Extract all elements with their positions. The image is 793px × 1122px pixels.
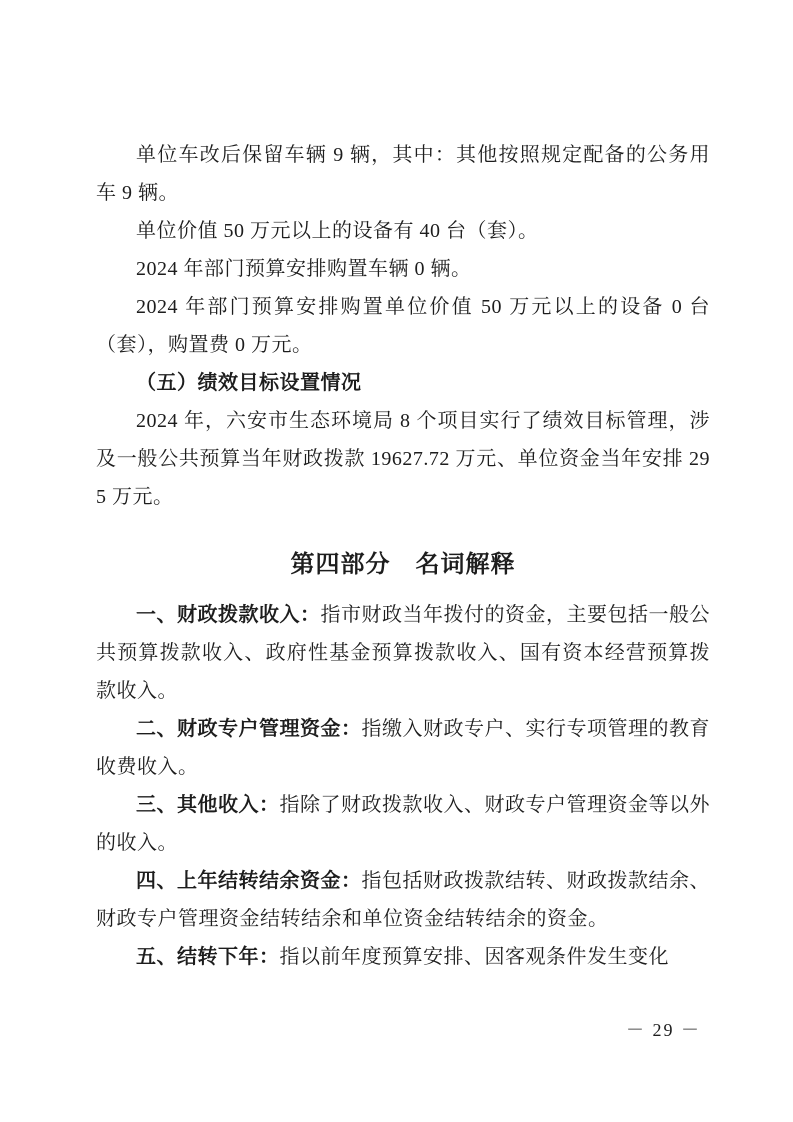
paragraph-2024-vehicle-purchase: 2024 年部门预算安排购置车辆 0 辆。 [136, 258, 472, 280]
part4-title: 第四部分 名词解释 [290, 551, 516, 578]
paragraph-2024-equipment-purchase: 2024 年部门预算安排购置单位价值 50 万元以上的设备 0 台（套），购置费 0 万元。 [96, 296, 710, 356]
term-text-5: 指以前年度预算安排、因客观条件发生变化 [279, 946, 669, 968]
paragraph-retained-vehicles: 单位车改后保留车辆 9 辆，其中：其他按照规定配备的公务用车 9 辆。 [96, 144, 710, 204]
term-fiscal-appropriation-income [96, 596, 710, 710]
page-number: － 29 － [626, 1020, 701, 1040]
term-text-2: 指缴入财政专户、实行专项管理的教育收费收入。 [96, 718, 710, 778]
term-lead-2: 二、财政专户管理资金： [136, 718, 362, 740]
paragraph-performance-targets: 2024 年，六安市生态环境局 8 个项目实行了绩效目标管理，涉及一般公共预算当年财政拨款 19627.72 万元、单位资金当年安排 295 万元。 [96, 410, 710, 508]
term-text-4: 指包括财政拨款结转、财政拨款结余、财政专户管理资金结转结余和单位资金结转结余的资金。 [96, 870, 710, 930]
term-lead-3: 三、其他收入： [136, 794, 280, 816]
paragraph-equipment-over-50w: 单位价值 50 万元以上的设备有 40 台（套）。 [136, 220, 539, 242]
subheading-performance-targets: （五）绩效目标设置情况 [136, 372, 362, 394]
term-lead-4: 四、上年结转结余资金： [136, 870, 362, 892]
term-carryover-to-next-year [96, 938, 710, 976]
term-other-income [96, 786, 710, 862]
term-text-1: 指市财政当年拨付的资金，主要包括一般公共预算拨款收入、政府性基金预算拨款收入、国有资本经营预算拨款收入。 [96, 604, 710, 702]
term-lead-1: 一、财政拨款收入： [136, 604, 321, 626]
term-lead-5: 五、结转下年： [136, 946, 280, 968]
page-content [96, 136, 710, 976]
term-prior-year-carryover-funds [96, 862, 710, 938]
term-text-3: 指除了财政拨款收入、财政专户管理资金等以外的收入。 [96, 794, 710, 854]
term-fiscal-special-account-funds [96, 710, 710, 786]
